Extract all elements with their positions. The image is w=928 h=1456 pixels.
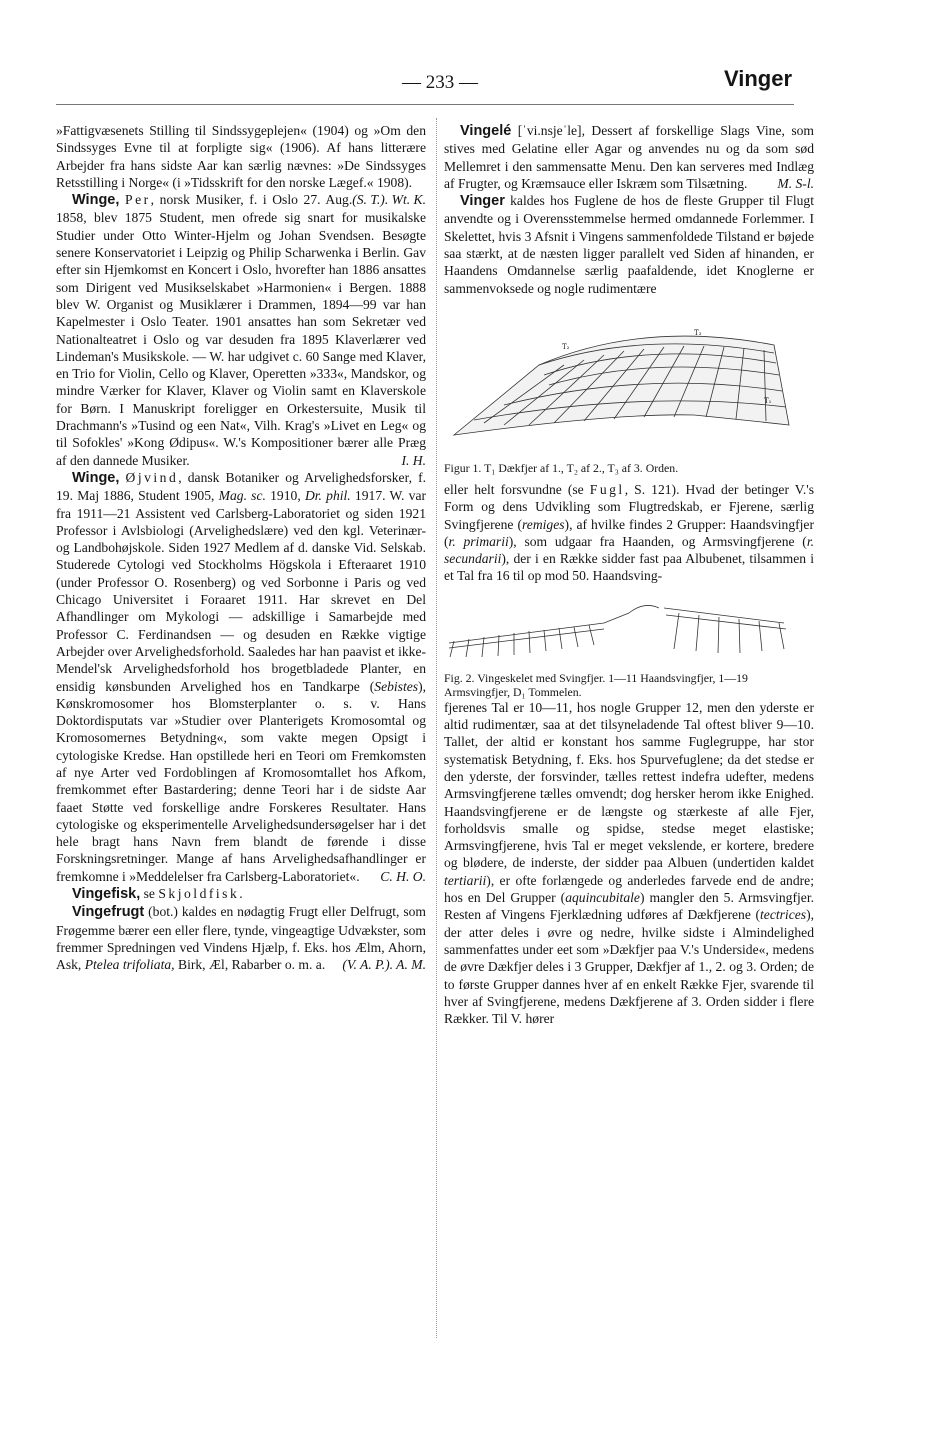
cross-reference[interactable]: Skjoldfisk.	[158, 886, 246, 902]
entry-vingefrugt	[56, 903, 426, 973]
entry-winge-ojvind	[56, 469, 426, 885]
headword: Vingelé	[460, 123, 512, 139]
text: , Dessert af forskellige Slags Vine, som stives med Gelatine eller Agar og anvendes nu og da som sød Mellemret i den sammensatte Menu. Den kan serveres med Indlæg af Frugter, og Kræmsauce eller Iskræm som Tilsætning.	[444, 123, 814, 191]
figure-label: T₃	[694, 328, 702, 337]
headword: Vinger	[460, 193, 505, 210]
text: ), der atter deles i øvre og nedre, hvilke sidste i Almindelighed sammenfattes under eet som »Dækfjer paa V.'s Underside«, medens de øvre Dækfjer deles i 3 Grupper, Dækfjer af 1., 2. og 3. Orden; de to første Grupper dannes hver af en enkelt Række Fjer, svarende til hver af Svingfjerene, medens Dækfjerene af 3. Orden sidder i flere Rækker. Til V. hører	[444, 907, 814, 1027]
headword: Winge,	[72, 469, 120, 486]
headword: Winge,	[72, 192, 120, 209]
text: ), af hvilke findes 2 Grupper: Haandsvingfjer (	[444, 516, 814, 549]
header-rule	[56, 104, 794, 105]
entry-vinger-continued	[444, 481, 814, 585]
text: 1910,	[270, 488, 301, 504]
text: 1917. W. var fra 1911—21 Assistent ved Carlsberg-Laboratoriet og siden 1921 Professor i Avlsbiologi (Arvelighedslære) ved den kgl. Veterinær- og Landbohøjskole. Siden 1927 Medlem af d. danske Vid. Selskab. Studerede Cytologi ved Stockholms Högskola i Efteraaret 1910 (under Professor O. Rosenberg) og ved Sorbonne i Paris og ved Chicago Universitet i Foraaret 1911. Har skrevet en Del Afhandlinger om Mykologi — adskillige i Samarbejde med Professor C. Ferdinandsen — og desuden en Række vigtige Arbejder over Arvelighedsforhold. Saaledes har han paavist et ikke-Mendel'sk Arvelighedsforhold hos brogetbladede Planter, en ensidig kønsbunden Arvelighed hos en Tandkarpe (	[56, 488, 427, 694]
text: fjerenes Tal er 10—11, hos nogle Grupper 12, men den yderste er altid rudimentær, saa at det tilsyneladende Tal oftest bliver 9—10. Tallet, der altid er konstant hos samme Fuglegruppe, har stor systematisk Betydning, f. Eks. hos Spurvefuglene; da det stedse er den yderste, der forsvinder, tælles rettest indefra udefter, medens Armsvingfjerene tælles omvendt; dog hersker herom ikke Enighed. Haandsvingfjerene er de længste og stærkeste af alle Fjer, forholdsvis smalle og spidse, stedse meget elastiske; Armsvingfjerene, hvis Tal er meget vekslende, er kortere, bredere og blødere, de inderste, der sidder paa Albuen (undertiden kaldet	[444, 699, 814, 871]
entry-vinger-continued-2	[444, 699, 814, 1028]
signature: I. H.	[401, 452, 426, 468]
figure-label: T₂	[562, 342, 570, 351]
cross-reference[interactable]: Fugl	[589, 481, 625, 497]
italic-term: Sebistes	[374, 678, 419, 694]
person-name: Per	[125, 192, 151, 208]
pronunciation: [ˈvi.nsjeˈle]	[517, 123, 582, 138]
italic-term: Dr. phil.	[304, 488, 351, 504]
figure-caption: Figur 1. T₁ Dækfjer af 1., T₂ af 2., T₃ af 3. Orden.	[444, 461, 679, 476]
text: , dansk Botaniker og Arvelighedsforsker, f. 19. Maj 1886, Student 1905,	[56, 469, 426, 504]
figure-label: T₁	[764, 396, 772, 405]
text: , S. 121). Hvad der betinger V.'s Form og dens Udvikling som Flugtredskab, er Fjerene, særlig Svingfjerene (	[444, 481, 814, 532]
wing-illustration	[444, 305, 814, 455]
left-column	[56, 122, 426, 974]
text: ), er ofte forlængede og anderledes farvede end de andre; hos en Del Grupper (	[444, 872, 814, 906]
right-column	[444, 122, 814, 1027]
entry-vinger	[444, 192, 814, 297]
figure-caption: Fig. 2. Vingeskelet med Svingfjer. 1—11 Haandsvingfjer, 1—19 Armsvingfjer, D₁ Tommelen.	[444, 671, 748, 700]
text: ), som udgaar fra Haanden, og Armsvingfjerene (	[508, 533, 807, 549]
skeleton-illustration	[444, 593, 814, 665]
figure-wing-feathers	[444, 305, 814, 475]
entry-winge-per	[56, 191, 426, 469]
italic-term: r. secundarii	[444, 533, 814, 567]
text: »Fattigvæsenets Stilling til Sindssygeplejen« (1904) og »Om den Sindssyges Evne til at forpligte sig« (1906). Af hans litterære Arbejder fra hans sidste Aar kan særlig nævnes: »De Sindssyges Retsstilling i Norge« (i »Tidsskrift for den norske Lægef.« 1908).	[56, 123, 426, 190]
text: , norsk Musiker, f. i Oslo 27. Aug. 1858, blev 1875 Student, men ofrede sig snart for musikalske Studier under Otto Winter-Hjelm og Johan Svendsen. Besøgte senere Konservatoriet i Leipzig og Philip Scharwenka i Berlin. Gav efter sin Hjemkomst en Koncert i Oslo, hvorefter han 1886 ansattes som Dirigent ved Musikselskabet »Harmonien« i Bergen. 1888 blev W. Organist og Musiklærer i Drammen, 1894—99 var han Kapelmester i Oslo Teater. 1901 ansattes han som Sekretær ved Nationalteatret i Oslo og var desuden fra 1895 Klaverlærer ved Lindeman's Musikskole. — W. har udgivet c. 60 Sange med Klaver, en Trio for Violin, Cello og Klaver, Operetten »333«, Mandskor, og mindre Værker for Klaver, Klaver og Violin samt en Klaverskole for Børn. I Manuskript foreligger en Orkestersuite, Musik til Drachmann's »Tusind og een Nat«, Vilh. Krag's »Livet en Leg« og til Sofokles' »Kong Ødipus«. W.'s Kompositioner bærer alle Præg af den dannede Musiker.	[56, 192, 426, 468]
italic-term: aquincubitale	[565, 890, 640, 906]
text: ), Kønskromosomer hos Blomsterplanter o. s. v. Hans Doktordisputats var »Studier over Planterigets Kromosomtal og Kromosomernes Betydning«, som vakte megen Opsigt i cytologiske Kredse. Han opstillede heri en Teori om Fremkomsten af nye Arter ved Fordoblingen af Kromosomtallet hos Afkom, fremkommet efter Bastardering; denne Teori har i de sidste Aar faaet Støtte ved forskellige andre Forskeres Resultater. Hans cytologiske og eksperimentelle Arvelighedsundersøgelser har i det hele bragt hans Navn frem blandt de førende i disse Forskningsretninger. Mange af hans Arvelighedsafhandlinger er fremkomne i »Meddelelser fra Carlsberg-Laboratoriet«.	[56, 678, 426, 884]
text: eller helt forsvundne (se	[444, 481, 584, 497]
signature: (S. T.). Wt. K.	[352, 192, 426, 208]
text: kaldes hos Fuglene de hos de fleste Grupper til Flugt anvendte og i Overensstemmelse hermed omdannede Forlemmer. I Skelettet, hvis 3 Afsnit i Vingens sammenfoldede Tilstand er bøjede saa stærkt, at de næsten ligger parallelt ved Siden af hinanden, er Haandens Omdannelse særlig paafaldende, idet Knoglerne er sammenvoksede og nogle rudimentære	[444, 193, 814, 296]
headword: Vingefisk,	[72, 886, 141, 903]
running-head: Vinger	[723, 66, 792, 91]
italic-term: Ptelea trifoliata,	[84, 957, 175, 973]
entry-vingefisk	[56, 885, 426, 903]
text: se	[143, 886, 155, 902]
italic-term: r. primarii	[448, 533, 509, 549]
person-name: Øjvind	[125, 469, 179, 485]
signature: C. H. O.	[380, 868, 426, 884]
italic-term: Mag. sc.	[218, 488, 266, 504]
italic-term: tertiarii	[444, 872, 487, 888]
column-divider	[436, 118, 437, 1338]
headword: Vingefrugt	[72, 904, 145, 921]
signature: (V. A. P.). A. M.	[342, 957, 426, 973]
italic-term: tectrices	[760, 907, 807, 923]
page-header	[0, 66, 928, 106]
signature: M. S-l.	[777, 175, 814, 191]
text: ), der i en Række sidder fast paa Albubenet, tilsammen i et Tal fra 16 til op mod 50. Haandsving-	[444, 551, 814, 584]
text: Birk, Æl, Rabarber o. m. a.	[178, 957, 326, 973]
page-number: — 233 —	[402, 72, 478, 93]
italic-term: remiges	[522, 516, 565, 532]
figure-wing-skeleton	[444, 593, 814, 700]
text: (bot.) kaldes en nødagtig Frugt eller Delfrugt, som Frøgemme bærer een eller flere, tynde, vingeagtige Udvækster, som fremmer Spredningen ved Vindens Hjælp, f. Eks. hos Ælm, Ahorn, Ask,	[56, 904, 426, 973]
entry-vingele	[444, 122, 814, 192]
text: ) mangler den 5. Armsvingfjer. Resten af Vingens Fjerklædning udføres af Dækfjerene (	[444, 890, 814, 923]
